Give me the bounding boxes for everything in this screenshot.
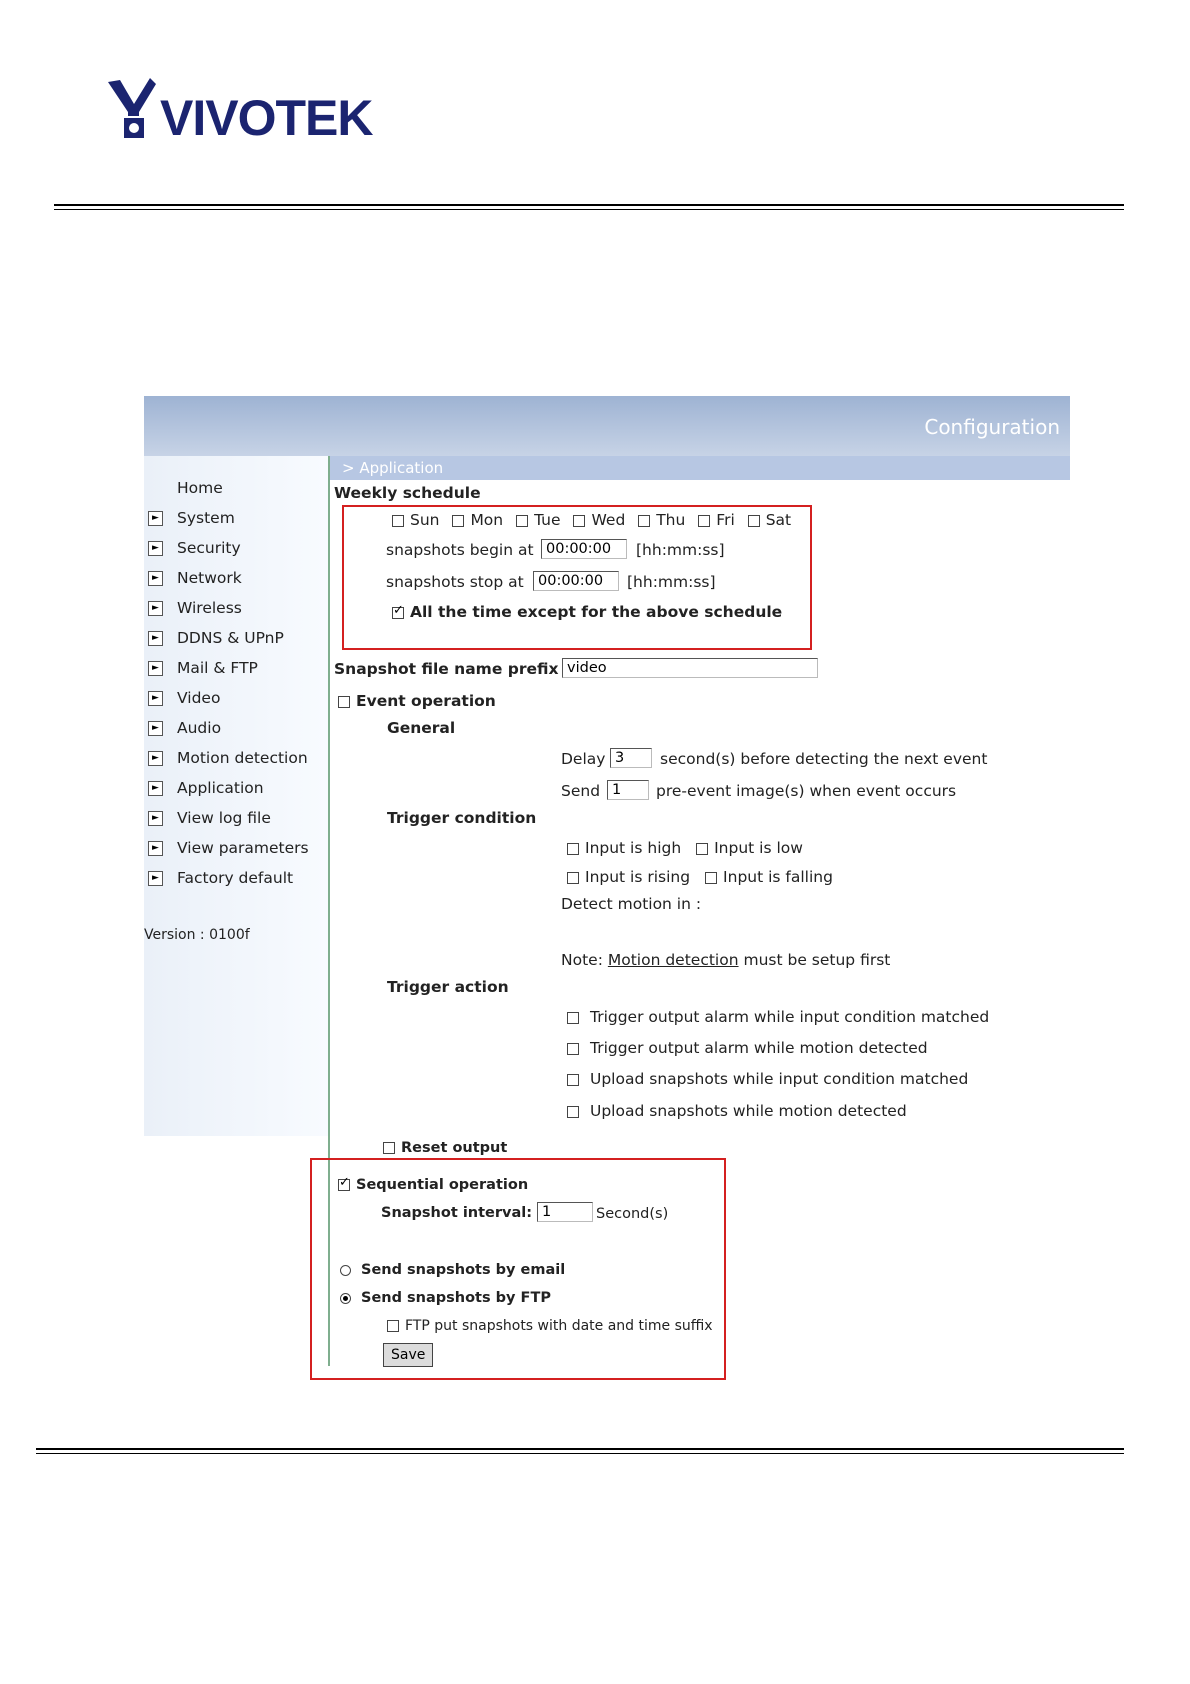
sidebar-item-label: View parameters [177, 839, 309, 857]
sidebar-item-security[interactable] [148, 537, 241, 559]
ftp-suffix-label: FTP put snapshots with date and time suffix [405, 1318, 713, 1334]
ftp-suffix-row [387, 1318, 713, 1334]
motion-detection-link[interactable]: Motion detection [607, 951, 739, 969]
input-rising-label: Input is rising [585, 868, 691, 886]
note-suffix: must be setup first [743, 951, 891, 969]
sidebar-item-label: System [177, 509, 235, 527]
email-radio[interactable] [340, 1265, 351, 1276]
interval-label: Snapshot interval: [381, 1205, 533, 1221]
arrow-right-icon: ► [148, 511, 163, 526]
sidebar-item-home[interactable] [148, 477, 223, 499]
event-operation-checkbox[interactable] [338, 696, 350, 708]
checkbox-tue[interactable] [516, 515, 528, 527]
page-title: Configuration [924, 415, 1060, 439]
note-row [561, 951, 890, 969]
input-rising-falling-row [567, 868, 833, 886]
reset-output-checkbox[interactable] [383, 1142, 395, 1154]
sequential-label: Sequential operation [356, 1177, 529, 1193]
arrow-right-icon: ► [148, 691, 163, 706]
sidebar-item-label: Motion detection [177, 749, 308, 767]
checkbox-sat[interactable] [748, 515, 760, 527]
weekday-checkboxes [392, 511, 791, 529]
arrow-right-icon: ► [148, 541, 163, 556]
arrow-right-icon: ► [148, 571, 163, 586]
sidebar-item-wireless[interactable] [148, 597, 242, 619]
sidebar-item-motion-detection[interactable] [148, 747, 308, 769]
sidebar-item-application[interactable] [148, 777, 264, 799]
action-checkbox[interactable] [567, 1106, 579, 1118]
prefix-input[interactable]: video [562, 658, 818, 678]
input-high-checkbox[interactable] [567, 843, 579, 855]
sequential-checkbox[interactable] [338, 1179, 350, 1191]
event-operation-row [338, 692, 496, 710]
email-option-label: Send snapshots by email [361, 1262, 566, 1278]
arrow-right-icon: ► [148, 811, 163, 826]
action-label: Upload snapshots while input condition matched [590, 1070, 969, 1088]
sidebar-item-label: Wireless [177, 599, 242, 617]
sidebar-item-label: Application [177, 779, 264, 797]
arrow-right-icon: ► [148, 751, 163, 766]
stop-time-input[interactable]: 00:00:00 [533, 571, 619, 591]
arrow-right-icon: ► [148, 841, 163, 856]
sidebar-item-label: DDNS & UPnP [177, 629, 284, 647]
arrow-right-icon: ► [148, 781, 163, 796]
interval-input[interactable]: 1 [537, 1202, 593, 1222]
arrow-right-icon: ► [148, 721, 163, 736]
all-time-label: All the time except for the above schedule [410, 603, 783, 621]
day-label: Wed [591, 511, 626, 529]
checkbox-fri[interactable] [698, 515, 710, 527]
delay-label: Delay [561, 750, 606, 768]
weekly-schedule-title: Weekly schedule [334, 484, 481, 502]
save-button[interactable]: Save [383, 1343, 433, 1367]
stop-format-hint: [hh:mm:ss] [627, 573, 716, 591]
sidebar-item-label: Home [177, 479, 223, 497]
day-label: Thu [656, 511, 686, 529]
checkbox-wed[interactable] [573, 515, 585, 527]
sidebar-item-network[interactable] [148, 567, 242, 589]
action-row [567, 1008, 989, 1026]
sidebar-item-label: Network [177, 569, 242, 587]
detect-motion-label: Detect motion in : [561, 895, 702, 913]
input-falling-label: Input is falling [723, 868, 833, 886]
event-operation-label: Event operation [356, 692, 496, 710]
interval-suffix: Second(s) [596, 1206, 669, 1222]
ftp-radio[interactable] [340, 1293, 351, 1304]
note-prefix: Note: [561, 951, 603, 969]
reset-output-label: Reset output [401, 1140, 508, 1156]
action-label: Trigger output alarm while motion detected [590, 1039, 928, 1057]
input-high-low-row [567, 839, 803, 857]
sidebar-item-ddns-upnp[interactable] [148, 627, 284, 649]
sidebar-item-factory-default[interactable] [148, 867, 293, 889]
begin-label: snapshots begin at [386, 541, 534, 559]
arrow-right-icon: ► [148, 871, 163, 886]
general-heading: General [387, 719, 456, 737]
arrow-right-icon: ► [148, 601, 163, 616]
trigger-condition-heading: Trigger condition [387, 809, 537, 827]
arrow-right-icon: ► [148, 661, 163, 676]
action-row [567, 1102, 907, 1120]
checkbox-sun[interactable] [392, 515, 404, 527]
breadcrumb: > Application [342, 459, 444, 477]
day-label: Sat [765, 511, 792, 529]
send-suffix: pre-event image(s) when event occurs [656, 782, 957, 800]
action-checkbox[interactable] [567, 1043, 579, 1055]
reset-output-row [383, 1140, 507, 1156]
day-label: Fri [716, 511, 735, 529]
arrow-right-icon: ► [148, 631, 163, 646]
sidebar-item-audio[interactable] [148, 717, 221, 739]
send-input[interactable]: 1 [607, 780, 649, 800]
ftp-suffix-checkbox[interactable] [387, 1320, 399, 1332]
all-time-checkbox[interactable] [392, 607, 404, 619]
delay-suffix: second(s) before detecting the next event [660, 750, 988, 768]
sidebar-item-view-parameters[interactable] [148, 837, 309, 859]
input-low-checkbox[interactable] [696, 843, 708, 855]
day-label: Mon [470, 511, 504, 529]
action-row [567, 1039, 928, 1057]
sidebar-item-video[interactable] [148, 687, 220, 709]
trigger-action-heading: Trigger action [387, 978, 509, 996]
ftp-option-label: Send snapshots by FTP [361, 1290, 551, 1306]
sidebar-divider-lower [328, 1160, 330, 1366]
input-high-label: Input is high [585, 839, 682, 857]
version-text: Version : 0100f [144, 927, 250, 943]
email-option-row [340, 1262, 565, 1278]
day-label: Sun [410, 511, 440, 529]
day-label: Tue [534, 511, 561, 529]
sidebar-item-system[interactable] [148, 507, 235, 529]
sidebar-item-label: View log file [177, 809, 271, 827]
sidebar-item-label: Security [177, 539, 241, 557]
sidebar-item-label: Factory default [177, 869, 294, 887]
begin-time-input[interactable]: 00:00:00 [541, 539, 627, 559]
header-divider [54, 204, 1124, 210]
sidebar-item-label: Audio [177, 719, 222, 737]
begin-format-hint: [hh:mm:ss] [636, 541, 725, 559]
stop-label: snapshots stop at [386, 573, 524, 591]
send-label: Send [561, 782, 601, 800]
input-rising-checkbox[interactable] [567, 872, 579, 884]
logo-mark-icon [106, 78, 166, 140]
checkbox-mon[interactable] [452, 515, 464, 527]
action-checkbox[interactable] [567, 1012, 579, 1024]
input-falling-checkbox[interactable] [705, 872, 717, 884]
all-time-row [392, 603, 782, 621]
action-checkbox[interactable] [567, 1074, 579, 1086]
sidebar-item-mail-ftp[interactable] [148, 657, 258, 679]
action-label: Trigger output alarm while input condition matched [590, 1008, 990, 1026]
sidebar-item-view-log-file[interactable] [148, 807, 271, 829]
delay-input[interactable]: 3 [610, 748, 652, 768]
logo-wordmark: VIVOTEK [160, 90, 373, 146]
action-row [567, 1070, 968, 1088]
checkbox-thu[interactable] [638, 515, 650, 527]
sequential-row [338, 1177, 528, 1193]
input-low-label: Input is low [714, 839, 803, 857]
ftp-option-row [340, 1290, 551, 1306]
footer-divider [36, 1448, 1124, 1454]
prefix-label: Snapshot file name prefix [334, 660, 559, 678]
sidebar-item-label: Mail & FTP [177, 659, 258, 677]
action-label: Upload snapshots while motion detected [590, 1102, 907, 1120]
sidebar-item-label: Video [177, 689, 221, 707]
